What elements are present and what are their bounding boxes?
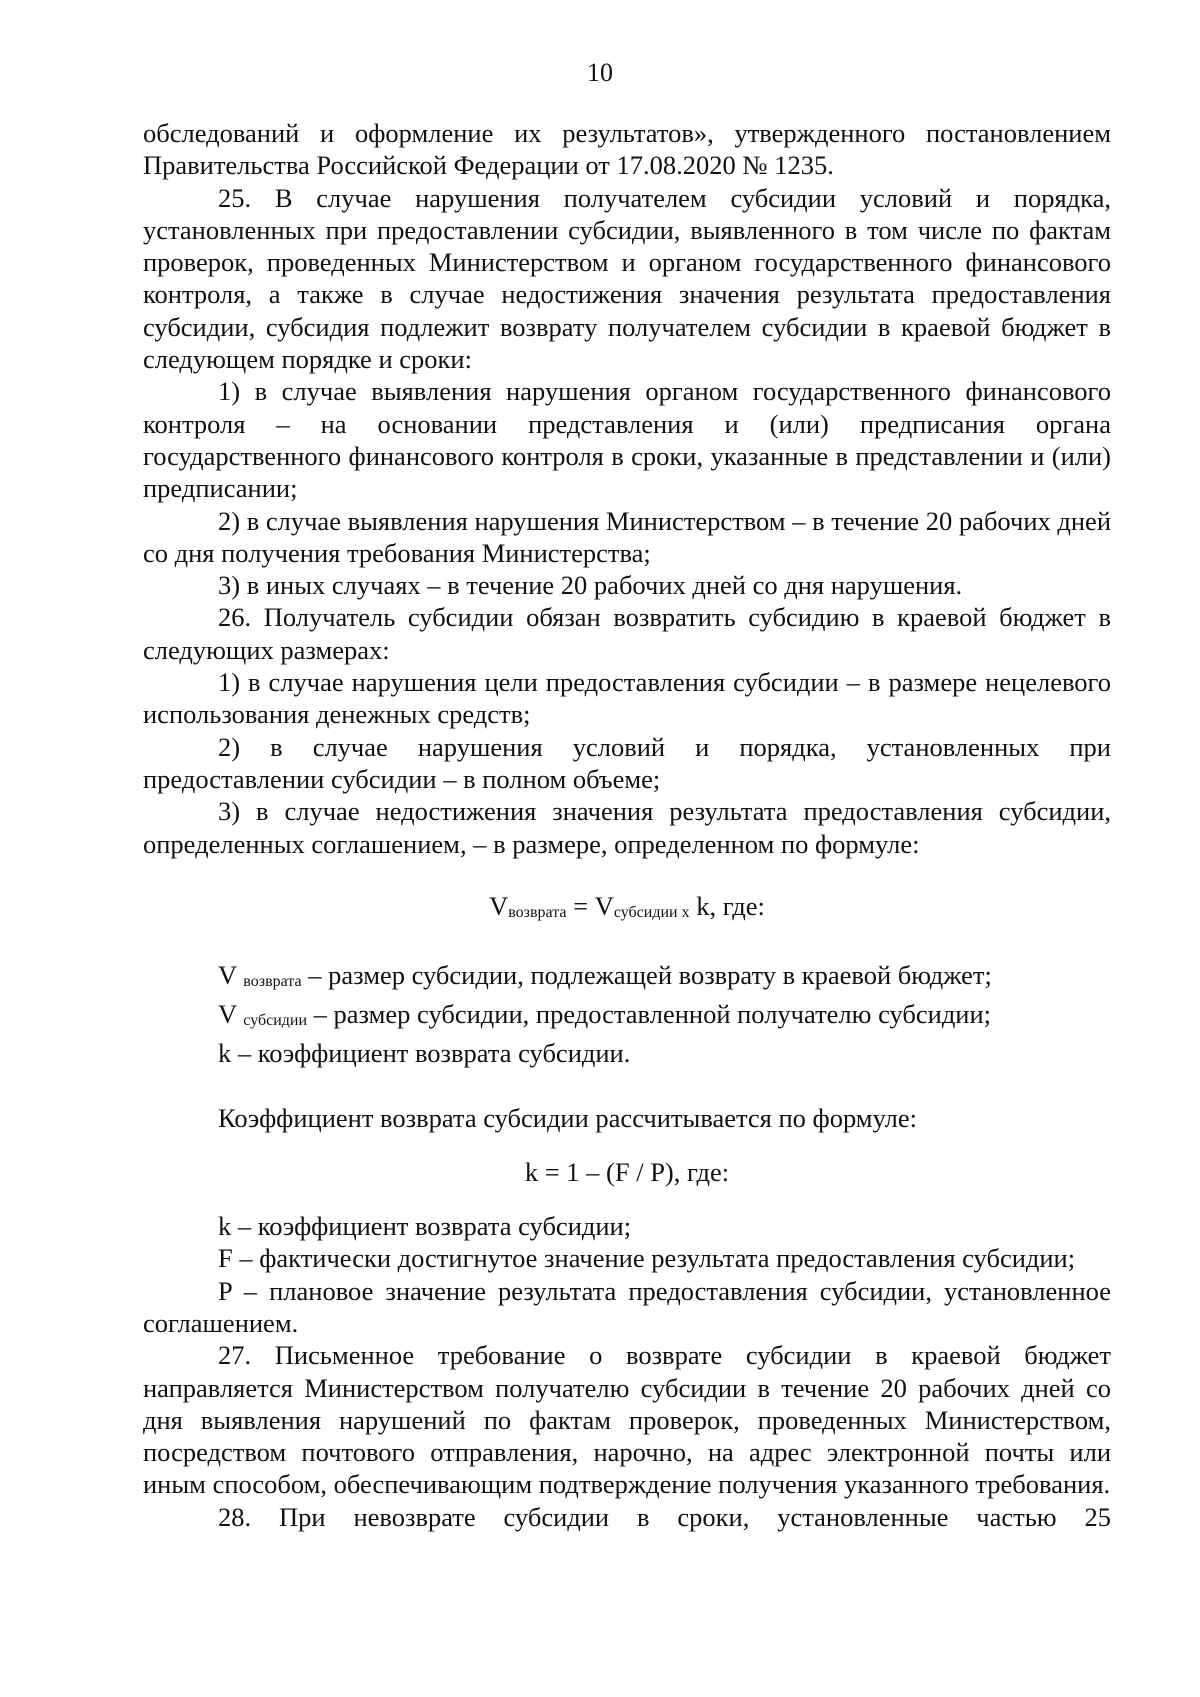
formula-sub-subsidy: субсидии х <box>613 903 690 921</box>
paragraph-27: 27. Письменное требование о возврате субсидии в краевой бюджет направляется Министерством получателю субсидии в течение 20 рабочих дней со дня выявления нарушений по фактам проверок, проведенных Министерством, посредством почтового отправления, нарочно, на адрес электронной почты или иным способом, обеспечивающим подтверждение получения указанного требования. <box>143 1340 1111 1500</box>
var-subscript: возврата <box>243 972 302 990</box>
variable-v-return <box>143 959 1111 998</box>
spacer <box>143 1070 1111 1102</box>
paragraph-26: 26. Получатель субсидии обязан возвратить субсидию в краевой бюджет в следующих размерах: <box>143 602 1111 665</box>
variable-v-subsidy <box>143 998 1111 1037</box>
return-amount-formula <box>143 890 1111 929</box>
formula-v-return: V <box>489 890 509 921</box>
page-number: 10 <box>587 58 613 87</box>
var-symbol: V <box>218 959 237 990</box>
var-subscript: субсидии <box>243 1012 308 1030</box>
var-description: – размер субсидии, предоставленной получателю субсидии; <box>307 999 992 1030</box>
variable-k-2: k – коэффициент возврата субсидии; <box>218 1211 632 1242</box>
formula-sub-return: возврата <box>508 903 567 921</box>
var-symbol: V <box>218 999 237 1030</box>
variable-p: P – плановое значение результата предоставления субсидии, установленное соглашением. <box>143 1275 1111 1338</box>
coefficient-formula: k = 1 – (F / P), где: <box>524 1157 730 1188</box>
document-body <box>143 117 1111 1533</box>
paragraph-28: 28. При невозврате субсидии в сроки, установленные частью 25 <box>218 1501 1111 1532</box>
paragraph-26-item-1: 1) в случае нарушения цели предоставления субсидии – в размере нецелевого использования денежных средств; <box>143 667 1111 730</box>
var-description: – размер субсидии, подлежащей возврату в краевой бюджет; <box>301 959 992 990</box>
paragraph-26-item-2: 2) в случае нарушения условий и порядка, установленных при предоставлении субсидии – в полном объеме; <box>143 731 1111 794</box>
paragraph-continuation: обследований и оформление их результатов», утвержденного постановлением Правительства Российской Федерации от 17.08.2020 № 1235. <box>143 118 1111 181</box>
variable-f: F – фактически достигнутое значение результата предоставления субсидии; <box>218 1243 1076 1274</box>
paragraph-25: 25. В случае нарушения получателем субсидии условий и порядка, установленных при предоставлении субсидии, выявленного в том числе по фактам проверок, проведенных Министерством и органом государственного финансового контроля, а также в случае недостижения значения результата предоставления субсидии, субсидия подлежит возврату получателем субсидии в краевой бюджет в следующем порядке и сроки: <box>143 182 1111 375</box>
paragraph-25-item-2: 2) в случае выявления нарушения Министерством – в течение 20 рабочих дней со дня получения требования Министерства; <box>143 505 1111 568</box>
formula-v-subsidy: V <box>594 890 614 921</box>
paragraph-25-item-3: 3) в иных случаях – в течение 20 рабочих дней со дня нарушения. <box>218 570 963 601</box>
paragraph-26-item-3: 3) в случае недостижения значения результата предоставления субсидии, определенных соглашением, – в размере, определенном по формуле: <box>143 796 1111 859</box>
paragraph-25-item-1: 1) в случае выявления нарушения органом государственного финансового контроля – на основании представления и (или) предписания органа государственного финансового контроля в сроки, указанные в представлении и (или) предписании; <box>143 376 1111 504</box>
formula-tail: k, где: <box>689 890 765 921</box>
variable-k: k – коэффициент возврата субсидии. <box>218 1038 631 1069</box>
coefficient-intro: Коэффициент возврата субсидии рассчитывается по формуле: <box>218 1102 918 1133</box>
formula-equals: = <box>566 890 595 921</box>
